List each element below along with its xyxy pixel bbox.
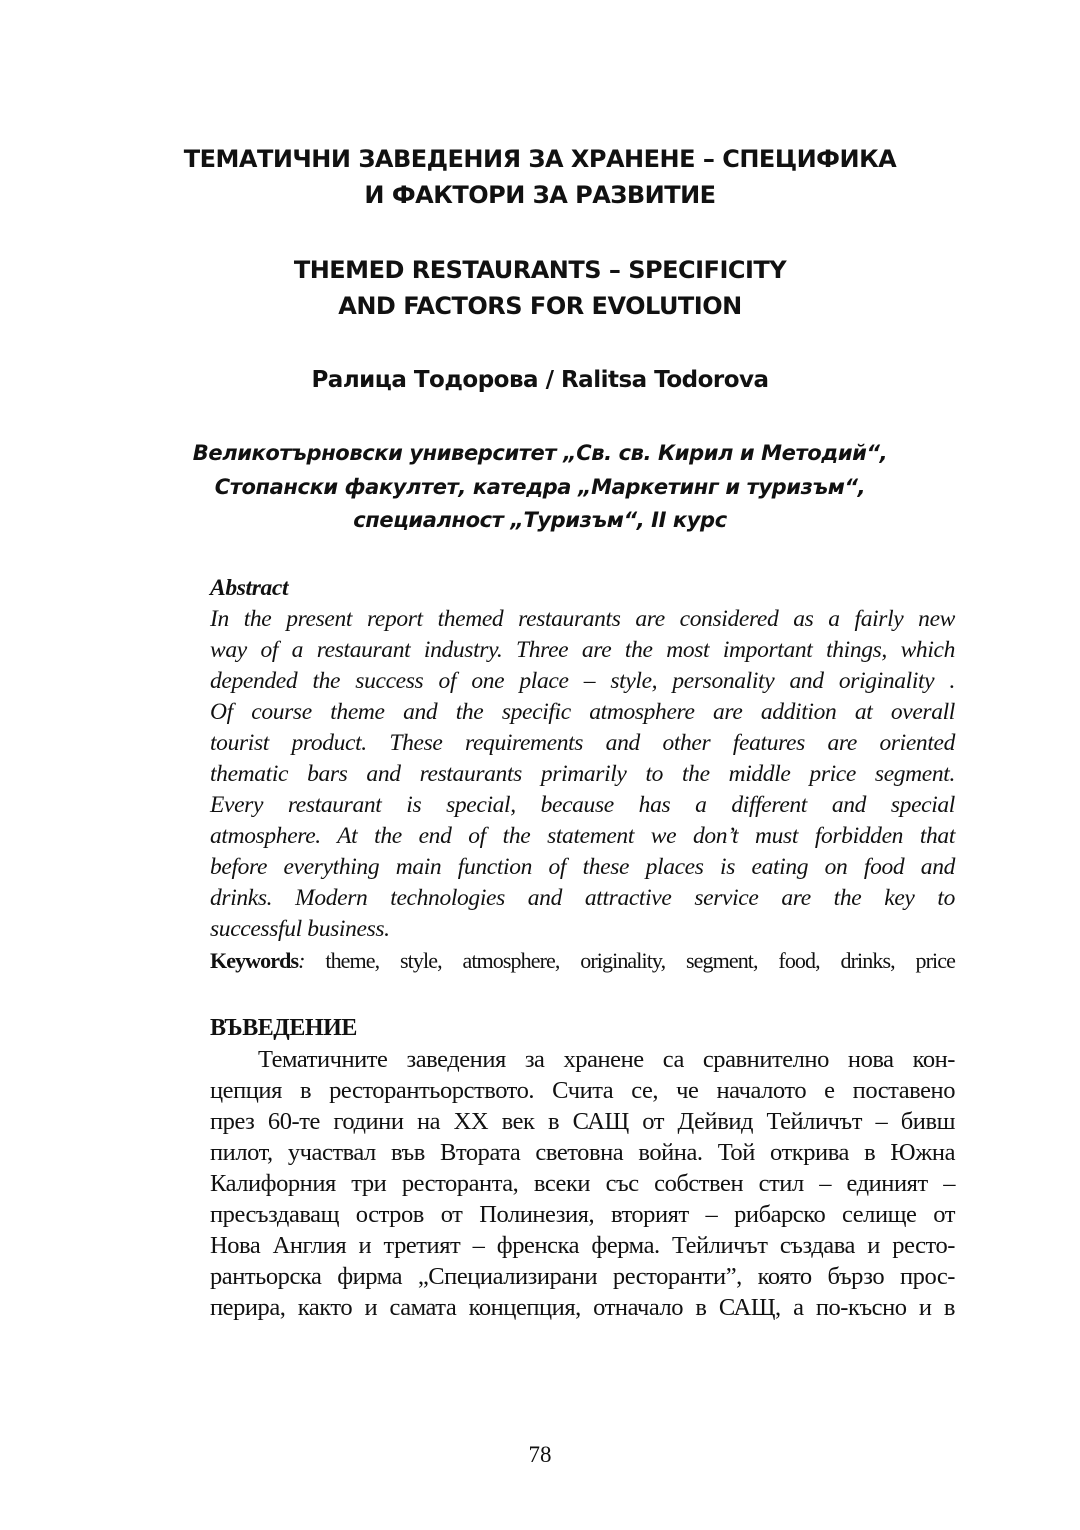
affiliation-line-1: Великотърновски университет „Св. св. Кирил и Методий“, [192,441,888,465]
intro-line: през 60-те години на XX век в САЩ от Дейвид Тейличът – бивш [210,1108,955,1135]
intro-line: Нова Англия и третият – френска ферма. Тейличът създава и ресто- [210,1232,955,1259]
abstract [210,573,955,976]
affiliation-line-3: специалност „Туризъм“, II курс [353,508,727,532]
intro-line: перира, както и самата концепция, отначало в САЩ, а по-късно и в [210,1294,955,1321]
keywords-separator: : [298,948,305,973]
abstract-line: atmosphere. At the end of the statement we don’t must forbidden that [210,823,955,849]
intro-line: Калифорния три ресторанта, всеки със собствен стил – единият – [210,1170,955,1197]
abstract-line: tourist product. These requirements and other features are oriented [210,730,955,756]
abstract-line: depended the success of one place – style, personality and originality . [210,668,955,694]
intro-line: пилот, участвал във Втората световна война. Той открива в Южна [210,1139,955,1166]
abstract-line: successful business. [210,916,390,942]
title-en-line-2: AND FACTORS FOR EVOLUTION [338,292,742,320]
intro-line: цепция в ресторантьорството. Счита се, че началото е поставено [210,1077,955,1104]
title-en-line-1: THEMED RESTAURANTS – SPECIFICITY [293,256,787,284]
abstract-line: Every restaurant is special, because has a different and special [210,792,955,818]
abstract-line: Of course theme and the specific atmosphere are addition at overall [210,699,955,725]
abstract-heading: Abstract [210,575,289,601]
abstract-line: thematic bars and restaurants primarily to the middle price segment. [210,761,955,787]
page-number: 78 [528,1442,552,1467]
title-bg-line-1: ТЕМАТИЧНИ ЗАВЕДЕНИЯ ЗА ХРАНЕНЕ – СПЕЦИФИКА [183,145,897,173]
abstract-line: In the present report themed restaurants are considered as a fairly new [210,606,955,632]
intro-line: пресъздаващ остров от Полинезия, вторият – рибарско селище от [210,1201,955,1228]
keywords-label: Keywords [210,948,299,973]
author: Ралица Тодорова / Ralitsa Todorova [311,367,769,393]
abstract-line: way of a restaurant industry. Three are the most important things, which [210,637,955,663]
keywords-list: theme, style, atmosphere, originality, segment, food, drinks, price [304,948,955,973]
intro-line: Тематичните заведения за хранене са сравнително нова кон- [258,1046,955,1073]
introduction [210,1013,955,1323]
affiliation-line-2: Стопански факултет, катедра „Маркетинг и туризъм“, [214,475,866,499]
intro-line: рантьорска фирма „Специализирани ресторанти”, която бързо прос- [210,1263,955,1290]
abstract-line: drinks. Modern technologies and attractive service are the key to [210,885,955,911]
title-bg-line-2: И ФАКТОРИ ЗА РАЗВИТИЕ [364,181,716,209]
intro-heading: ВЪВЕДЕНИЕ [210,1015,357,1041]
keywords [210,945,955,976]
abstract-line: before everything main function of these places is eating on food and [210,854,955,880]
